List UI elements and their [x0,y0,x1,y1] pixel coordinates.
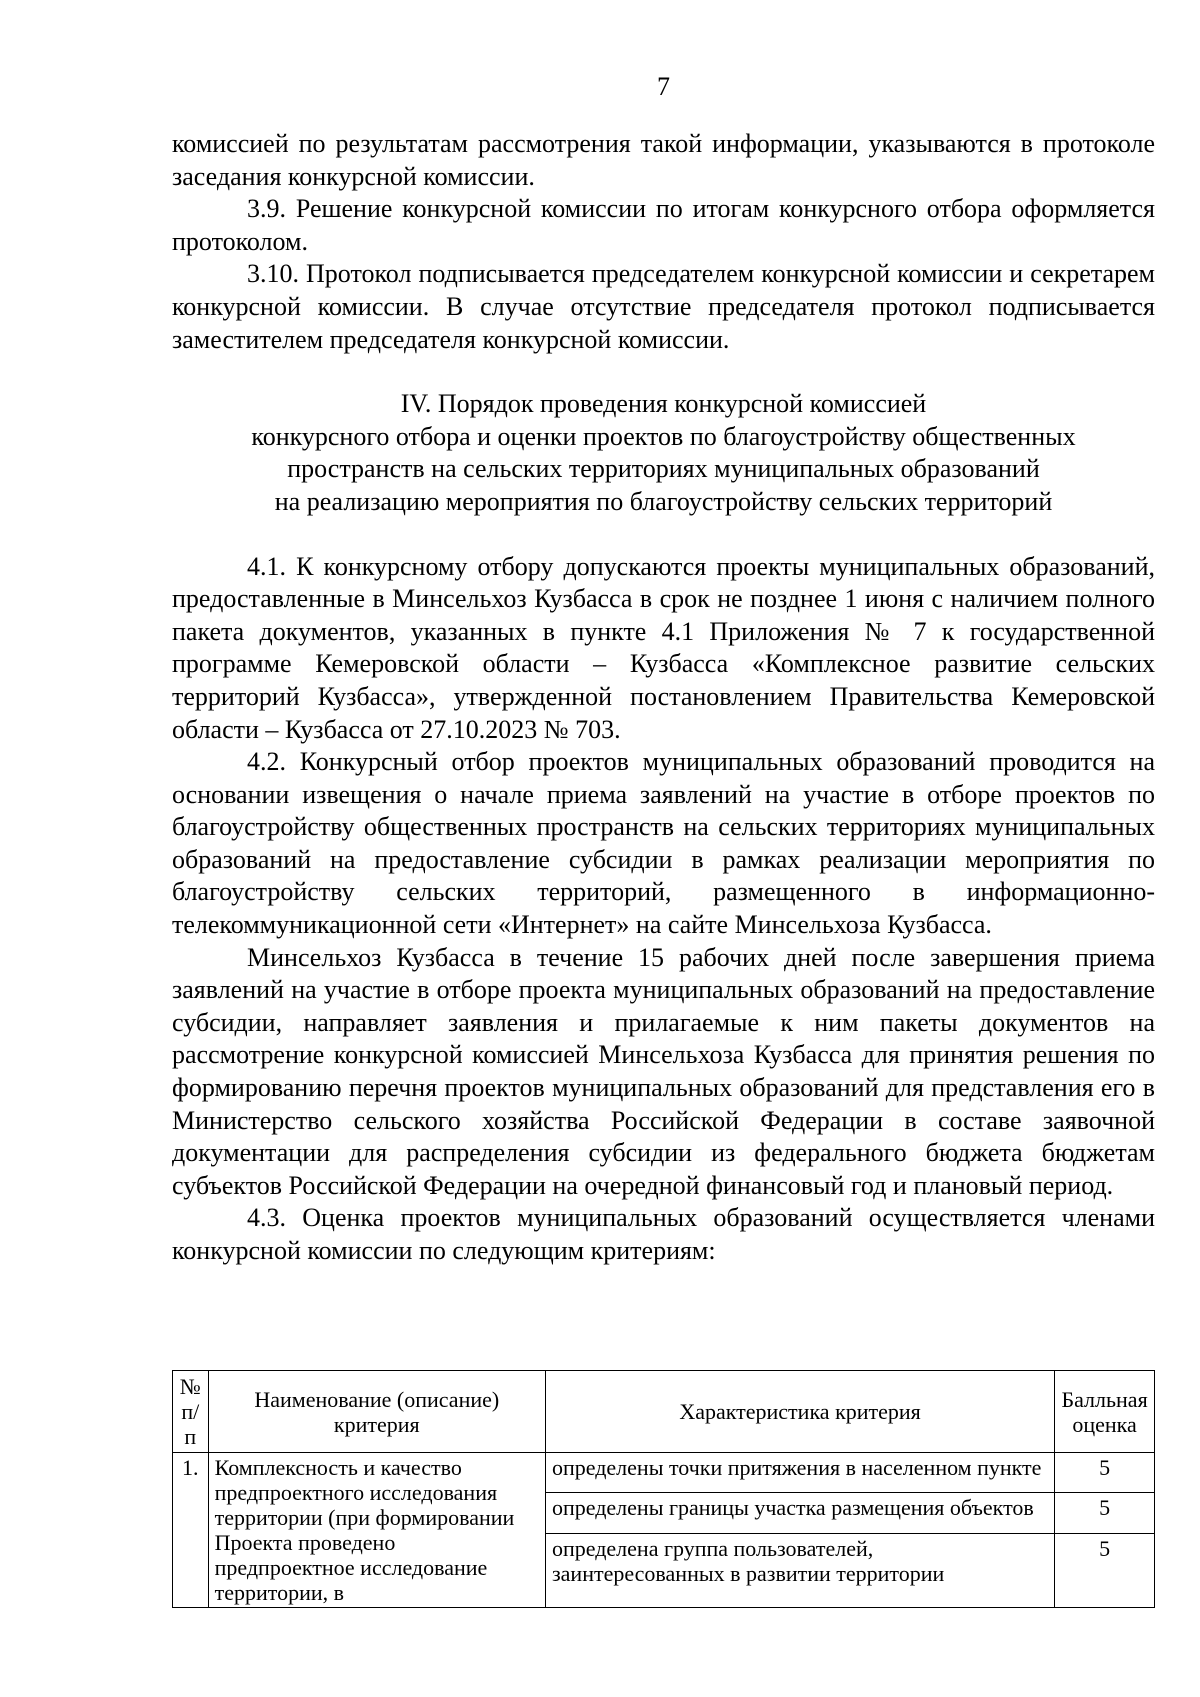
table-row [173,1453,1155,1493]
criterion-score: 5 [1055,1533,1155,1607]
paragraph-continuation: комиссией по результатам рассмотрения такой информации, указываются в протоколе заседания конкурсной комиссии. [172,129,1155,191]
paragraph-3-10: 3.10. Протокол подписывается председателем конкурсной комиссии и секретарем конкурсной комиссии. В случае отсутствие председателя протокол подписывается заместителем председателя конкурсной комиссии. [172,259,1155,354]
criterion-score: 5 [1055,1453,1155,1493]
criterion-characteristic: определены границы участка размещения объектов [545,1493,1054,1533]
criterion-characteristic: определены точки притяжения в населенном пункте [545,1453,1054,1493]
row-number: 1. [173,1453,209,1608]
section-heading [172,388,1155,518]
header-score: Балльная оценка [1055,1371,1155,1453]
section-heading-line: пространств на сельских территориях муниципальных образований [287,454,1040,484]
criterion-name: Комплексность и качество предпроектного исследования территории (при формировании Проекта проведено предпроектное исследование территории, в [208,1453,545,1608]
section-heading-line: на реализацию мероприятия по благоустройству сельских территорий [274,486,1053,516]
section-heading-line: конкурсного отбора и оценки проектов по благоустройству общественных [251,421,1076,451]
header-characteristic: Характеристика критерия [545,1371,1054,1453]
header-name: Наименование (описание) критерия [208,1371,545,1453]
criteria-table [172,1370,1155,1608]
paragraph-4-1: 4.1. К конкурсному отбору допускаются проекты муниципальных образований, предоставленные в Минсельхоз Кузбасса в срок не позднее 1 июня с наличием полного пакета документов, указанных в пункте 4.1 Приложения № 7 к государственной программе Кемеровской области – Кузбасса «Комплексное развитие сельских территорий Кузбасса», утвержденной постановлением Правительства Кемеровской области – Кузбасса от 27.10.2023 № 703. [172,551,1155,744]
table-header-row [173,1371,1155,1453]
paragraph-4-3: 4.3. Оценка проектов муниципальных образований осуществляется членами конкурсной комиссии по следующим критериям: [172,1203,1155,1265]
paragraph-3-9: 3.9. Решение конкурсной комиссии по итогам конкурсного отбора оформляется протоколом. [172,194,1155,256]
document-body [172,128,1155,1268]
header-num: № п/п [173,1371,209,1453]
criterion-characteristic: определена группа пользователей, заинтересованных в развитии территории [545,1533,1054,1607]
page-number: 7 [657,72,670,101]
paragraph-4-2: 4.2. Конкурсный отбор проектов муниципальных образований проводится на основании извещения о начале приема заявлений на участие в отборе проектов по благоустройству общественных пространств на сельских территориях муниципальных образований на предоставление субсидии в рамках реализации мероприятия по благоустройству сельских территорий, размещенного в информационно-телекоммуникационной сети «Интернет» на сайте Минсельхоза Кузбасса. [172,747,1155,940]
criterion-score: 5 [1055,1493,1155,1533]
paragraph-4-2-continued: Минсельхоз Кузбасса в течение 15 рабочих дней после завершения приема заявлений на участие в отборе проекта муниципальных образований на предоставление субсидии, направляет заявления и прилагаемые к ним пакеты документов на рассмотрение конкурсной комиссией Минсельхоза Кузбасса для принятия решения по формированию перечня проектов муниципальных образований для представления его в Министерство сельского хозяйства Российской Федерации в составе заявочной документации для распределения субсидии из федерального бюджета бюджетам субъектов Российской Федерации на очередной финансовый год и плановый период. [172,942,1155,1200]
section-heading-line: IV. Порядок проведения конкурсной комиссией [400,389,927,419]
